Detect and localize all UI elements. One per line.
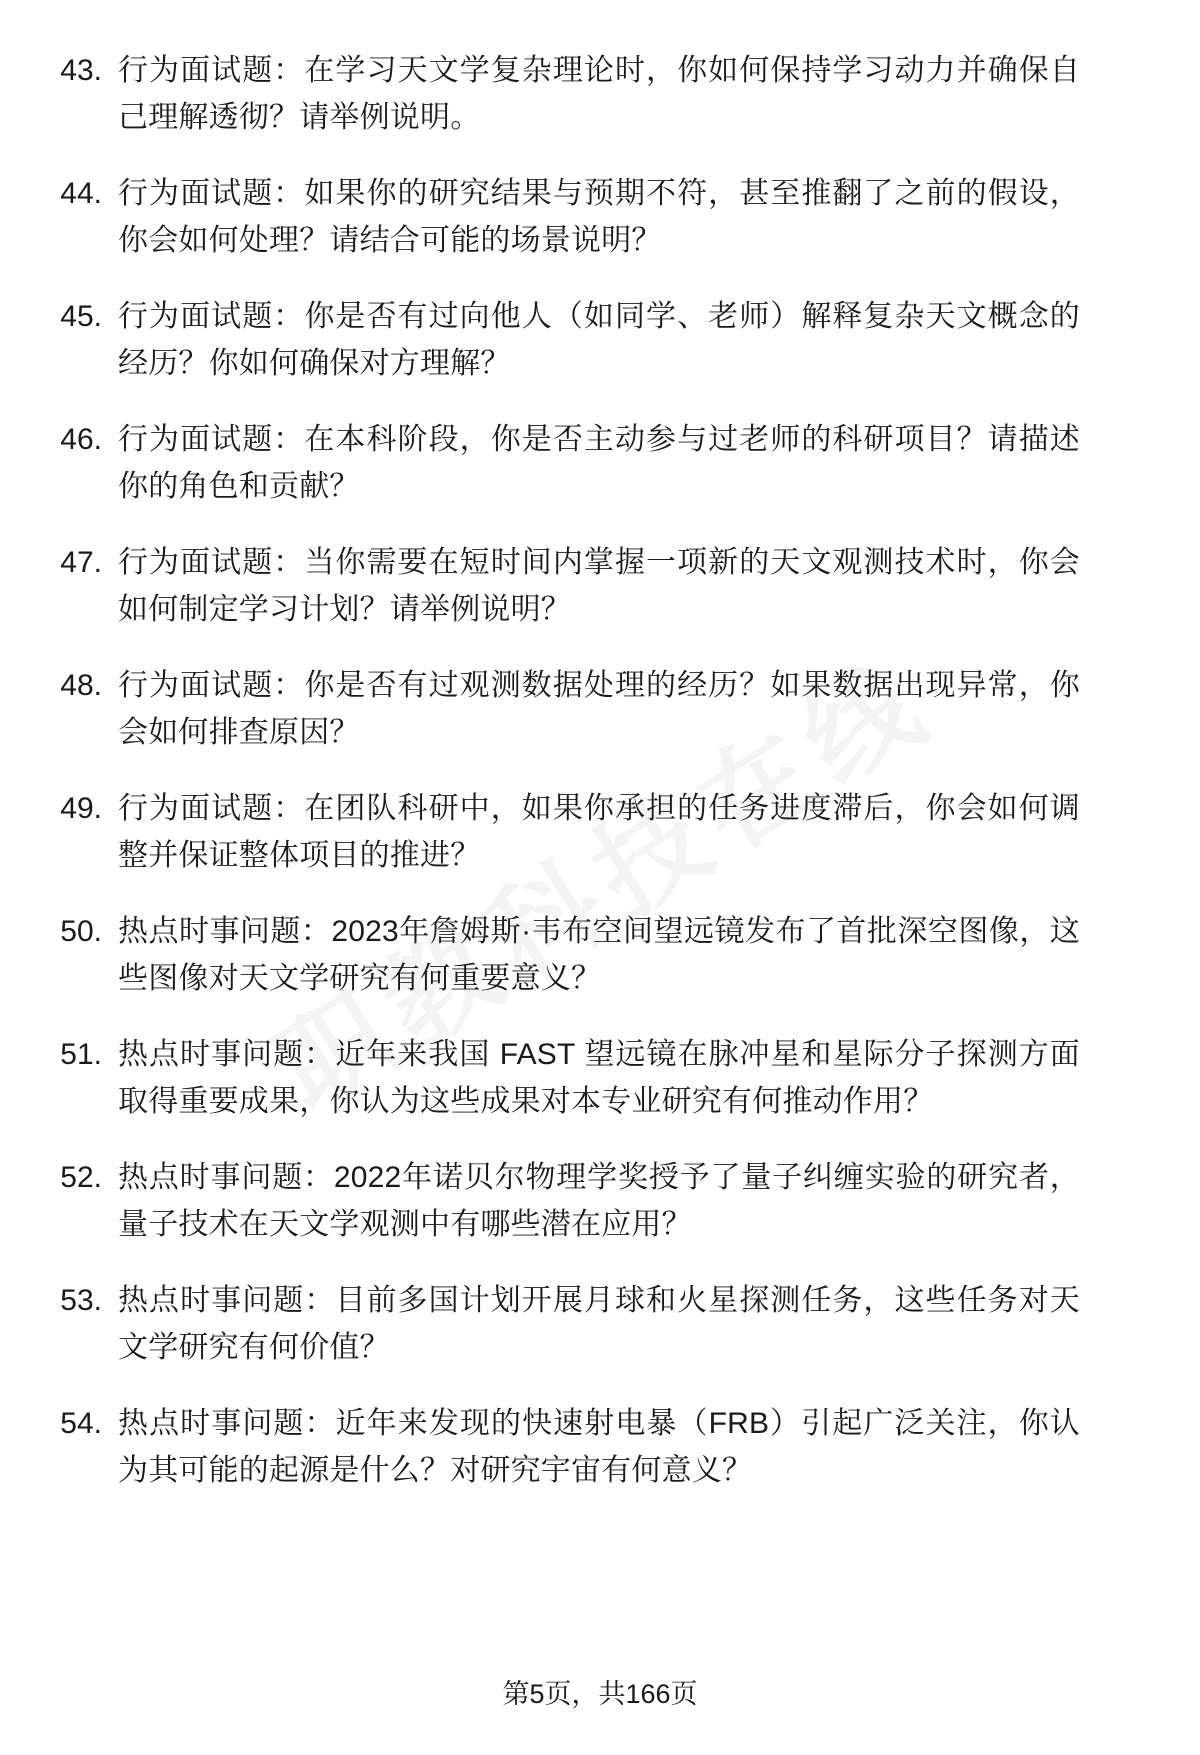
question-text: 行为面试题：你是否有过向他人（如同学、老师）解释复杂天文概念的经历？你如何确保对方理解？	[118, 300, 1080, 380]
question-number: 43.	[60, 54, 102, 87]
question-number: 51.	[60, 1038, 102, 1071]
question-number: 50.	[60, 915, 102, 948]
question-number: 53.	[60, 1284, 102, 1317]
question-text: 热点时事问题：2022年诺贝尔物理学奖授予了量子纠缠实验的研究者，量子技术在天文学观测中有哪些潜在应用？	[118, 1161, 1080, 1241]
question-text: 热点时事问题：近年来发现的快速射电暴（FRB）引起广泛关注，你认为其可能的起源是什么？对研究宇宙有何意义？	[118, 1407, 1080, 1487]
question-number: 54.	[60, 1407, 102, 1440]
question-text: 行为面试题：当你需要在短时间内掌握一项新的天文观测技术时，你会如何制定学习计划？请举例说明？	[118, 546, 1080, 626]
question-number: 44.	[60, 177, 102, 210]
page-footer: 第5页，共166页	[502, 1679, 698, 1709]
list-item	[52, 294, 1080, 387]
question-text: 行为面试题：你是否有过观测数据处理的经历？如果数据出现异常，你会如何排查原因？	[118, 669, 1080, 749]
question-text: 行为面试题：如果你的研究结果与预期不符，甚至推翻了之前的假设，你会如何处理？请结合可能的场景说明？	[118, 177, 1080, 257]
list-item	[52, 786, 1080, 879]
question-text: 热点时事问题：2023年詹姆斯·韦布空间望远镜发布了首批深空图像，这些图像对天文学研究有何重要意义？	[118, 915, 1080, 995]
list-item	[52, 663, 1080, 756]
question-list	[52, 48, 1080, 1494]
list-item	[52, 1155, 1080, 1248]
list-item	[52, 48, 1080, 141]
question-number: 49.	[60, 792, 102, 825]
question-number: 47.	[60, 546, 102, 579]
question-text: 行为面试题：在团队科研中，如果你承担的任务进度滞后，你会如何调整并保证整体项目的推进？	[118, 792, 1080, 872]
question-number: 52.	[60, 1161, 102, 1194]
question-text: 行为面试题：在本科阶段，你是否主动参与过老师的科研项目？请描述你的角色和贡献？	[118, 423, 1080, 503]
list-item	[52, 540, 1080, 633]
question-text: 热点时事问题：近年来我国 FAST 望远镜在脉冲星和星际分子探测方面取得重要成果，你认为这些成果对本专业研究有何推动作用？	[118, 1038, 1080, 1118]
question-text: 热点时事问题：目前多国计划开展月球和火星探测任务，这些任务对天文学研究有何价值？	[118, 1284, 1080, 1364]
question-number: 45.	[60, 300, 102, 333]
list-item	[52, 417, 1080, 510]
question-number: 48.	[60, 669, 102, 702]
list-item	[52, 1032, 1080, 1125]
question-text: 行为面试题：在学习天文学复杂理论时，你如何保持学习动力并确保自己理解透彻？请举例说明。	[118, 54, 1080, 134]
list-item	[52, 1401, 1080, 1494]
list-item	[52, 909, 1080, 1002]
question-number: 46.	[60, 423, 102, 456]
list-item	[52, 171, 1080, 264]
list-item	[52, 1278, 1080, 1371]
